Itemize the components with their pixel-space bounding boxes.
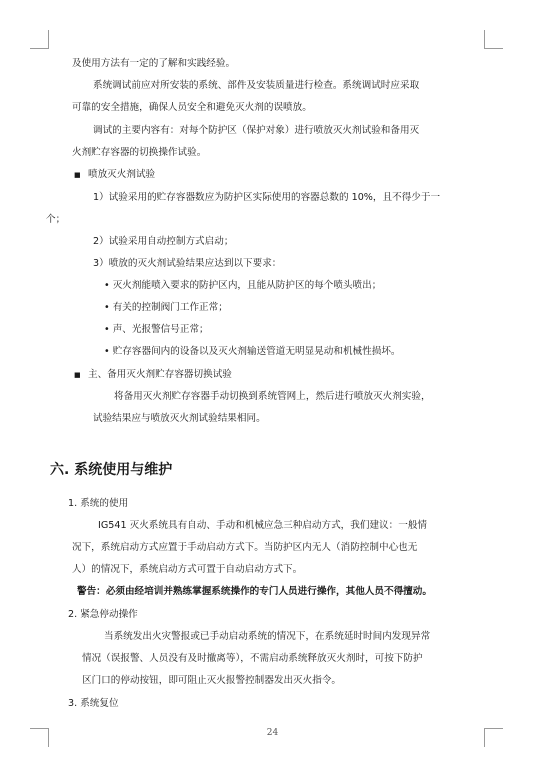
warning-text: 警告：必须由经培训并熟练掌握系统操作的专门人员进行操作，其他人员不得擅动。 bbox=[77, 586, 432, 597]
numbered-item: 1. 系统的使用 bbox=[68, 498, 129, 509]
crop-mark-top-left bbox=[30, 30, 49, 49]
text-line: 系统调试前应对所安装的系统、部件及安装质量进行检查。系统调试时应采取 bbox=[93, 80, 420, 91]
page-number: 24 bbox=[266, 728, 279, 738]
crop-mark-top-right bbox=[484, 30, 503, 49]
list-item: • 灭火剂能喷入要求的防护区内，且能从防护区的每个喷头喷出； bbox=[104, 280, 382, 291]
section-item: 主、备用灭火剂贮存容器切换试验 bbox=[88, 369, 232, 380]
numbered-item: 2. 紧急停动操作 bbox=[68, 609, 138, 620]
text-line: 况下，系统启动方式应置于手动启动方式下。当防护区内无人（消防控制中心也无 bbox=[72, 542, 418, 553]
numbered-item: 3. 系统复位 bbox=[68, 698, 119, 709]
text-line: 情况（误报警、人员没有及时撤离等），不需启动系统释放灭火剂时，可按下防护 bbox=[82, 653, 423, 664]
text-line: IG541 灭火系统具有自动、手动和机械应急三种启动方式，我们建议：一般情 bbox=[98, 520, 428, 531]
square-bullet-icon: ■ bbox=[74, 171, 81, 179]
list-item: • 声、光报警信号正常； bbox=[104, 324, 209, 335]
text-line: 人）的情况下，系统启动方式可置于自动启动方式下。 bbox=[72, 564, 303, 575]
text-line: 试验结果应与喷放灭火剂试验结果相同。 bbox=[93, 413, 266, 424]
list-item: • 有关的控制阀门工作正常； bbox=[104, 302, 228, 313]
text-line: 1）试验采用的贮存容器数应为防护区实际使用的容器总数的 10%，且不得少于一 bbox=[93, 192, 441, 203]
text-line: 可靠的安全措施，确保人员安全和避免灭火剂的误喷放。 bbox=[72, 102, 312, 113]
text-line: 火剂贮存容器的切换操作试验。 bbox=[72, 147, 207, 158]
text-line: 当系统发出火灾警报或已手动启动系统的情况下，在系统延时时间内发现异常 bbox=[104, 631, 431, 642]
text-line: 个； bbox=[46, 214, 66, 225]
section-item: 喷放灭火剂试验 bbox=[88, 169, 156, 180]
square-bullet-icon: ■ bbox=[74, 371, 81, 379]
text-line: 3）喷放的灭火剂试验结果应达到以下要求： bbox=[93, 258, 282, 269]
section-heading: 六. 系统使用与维护 bbox=[50, 462, 173, 478]
text-line: 区门口的停动按钮，即可阻止灭火报警控制器发出灭火指令。 bbox=[82, 675, 342, 686]
list-item: • 贮存容器间内的设备以及灭火剂输送管道无明显晃动和机械性损坏。 bbox=[104, 346, 401, 357]
text-line: 2）试验采用自动控制方式启动； bbox=[93, 236, 234, 247]
text-line: 将备用灭火剂贮存容器手动切换到系统管网上，然后进行喷放灭火剂实验， bbox=[114, 391, 431, 402]
text-line: 调试的主要内容有：对每个防护区（保护对象）进行喷放灭火剂试验和备用灭 bbox=[93, 125, 420, 136]
text-line: 及使用方法有一定的了解和实践经验。 bbox=[72, 58, 236, 69]
